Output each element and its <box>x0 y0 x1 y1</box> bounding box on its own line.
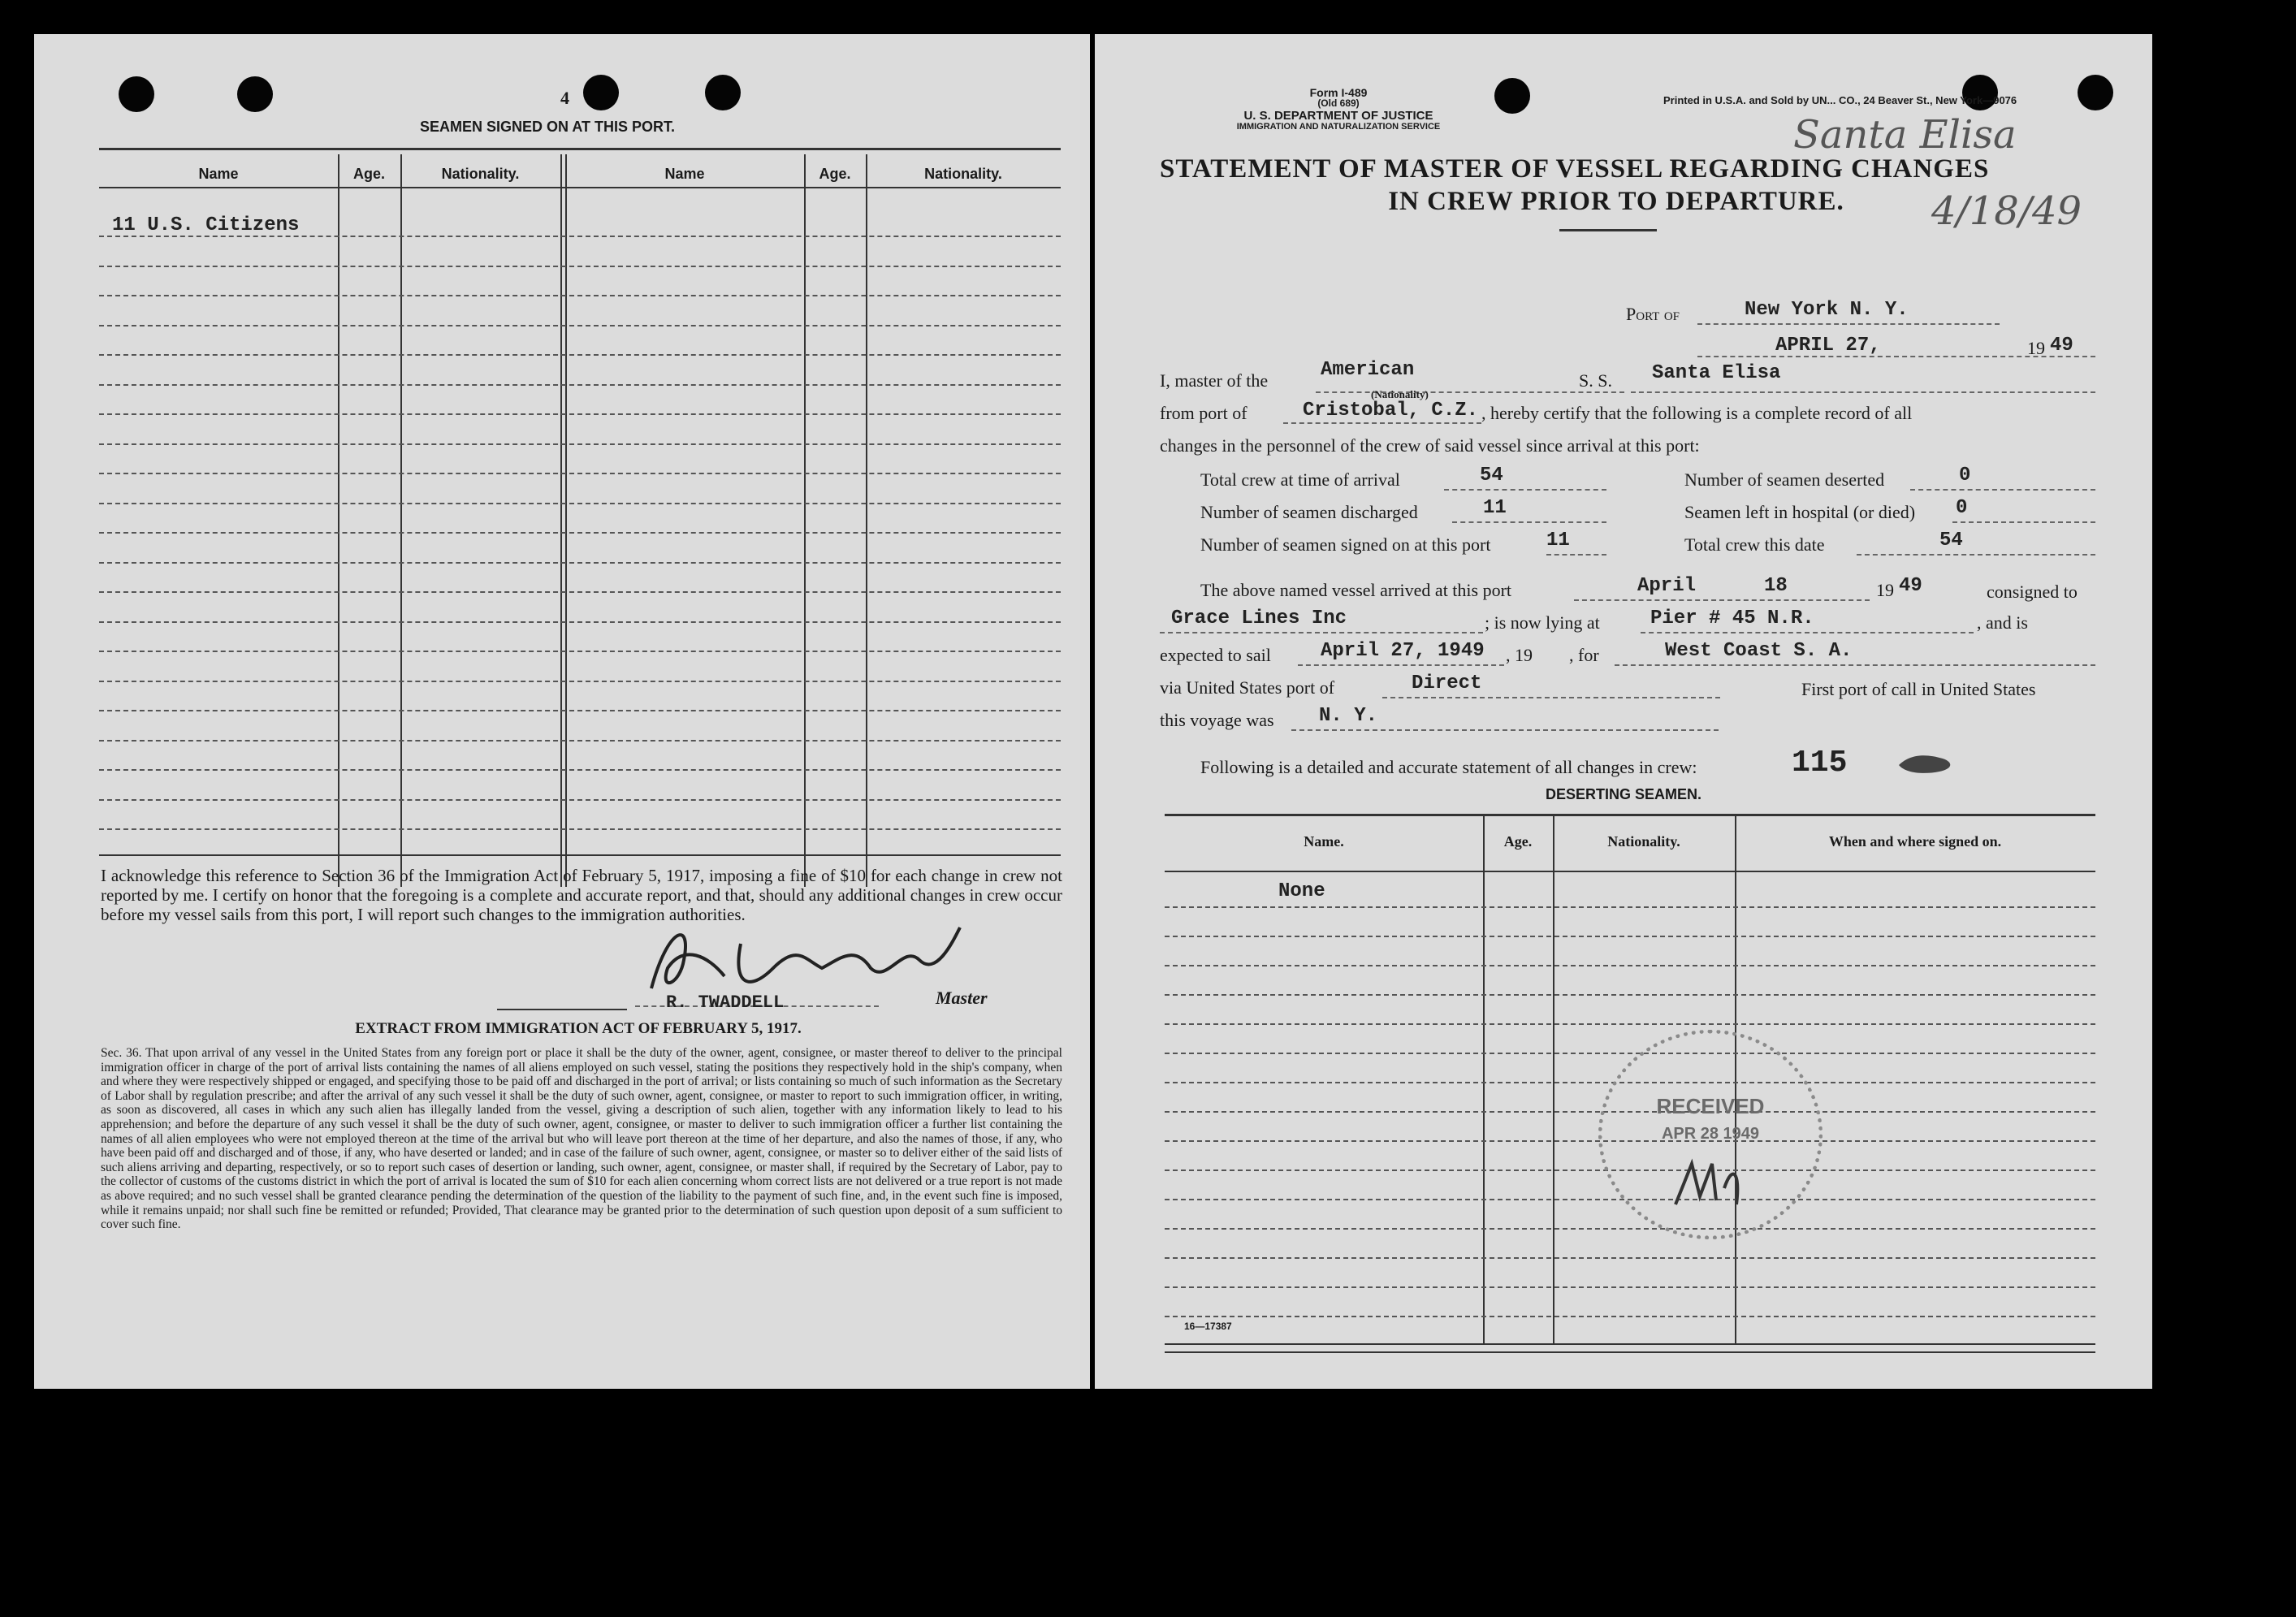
scribble-mark <box>1894 749 1959 778</box>
signed-on-label: Number of seamen signed on at this port <box>1200 534 1491 555</box>
footer-code: 16—17387 <box>1184 1321 1232 1332</box>
consignee-value: Grace Lines Inc <box>1171 607 1347 629</box>
punch-hole <box>119 76 154 112</box>
from-port-label: from port of <box>1160 403 1247 423</box>
from-port-line <box>1283 422 1481 424</box>
column-divider <box>338 154 339 887</box>
deserting-entry: None <box>1278 880 1325 902</box>
arrived-month: April <box>1637 575 1697 597</box>
first-port-label: First port of call in United States <box>1801 679 2036 699</box>
via-value: Direct <box>1412 672 1482 694</box>
ruled-row-line <box>99 769 1061 771</box>
total-crew-date-label: Total crew this date <box>1684 534 1825 555</box>
table-header-border <box>99 187 1061 188</box>
ruled-row-line <box>99 740 1061 741</box>
from-port-value: Cristobal, C.Z. <box>1303 400 1479 422</box>
nationality-line <box>1316 391 1624 393</box>
ruled-row-line <box>1165 1053 2095 1054</box>
stamp-initials <box>1667 1156 1749 1213</box>
deserting-table-top <box>1165 814 2095 816</box>
punch-hole <box>2078 75 2113 110</box>
total-crew-arrival-label: Total crew at time of arrival <box>1200 469 1400 490</box>
ruled-row-line <box>99 681 1061 682</box>
nationality-caption: (Nationality) <box>1371 388 1429 400</box>
punch-hole <box>583 75 619 110</box>
port-value: New York N. Y. <box>1745 299 1909 321</box>
ruled-row-line <box>99 562 1061 564</box>
arrived-year: 49 <box>1899 575 1922 597</box>
deserting-divider <box>1553 815 1554 1343</box>
vessel-name: Santa Elisa <box>1652 362 1781 384</box>
sail-year-label: , 19 <box>1506 645 1533 665</box>
department-name: U. S. DEPARTMENT OF JUSTICE <box>1243 109 1433 123</box>
sail-date-line <box>1298 664 1504 666</box>
ruled-row-line <box>99 236 1061 237</box>
stamp-date: APR 28 1949 <box>1661 1125 1760 1143</box>
ruled-row-line <box>99 621 1061 623</box>
arrived-day: 18 <box>1764 575 1788 597</box>
destination-value: West Coast S. A. <box>1665 640 1853 662</box>
deserting-col-name: Name. <box>1304 833 1344 850</box>
changes-text: changes in the personnel of the crew of said vessel since arrival at this port: <box>1160 435 1700 456</box>
for-label: , for <box>1569 645 1599 665</box>
discharged-line <box>1452 521 1606 523</box>
discharged-label: Number of seamen discharged <box>1200 502 1418 522</box>
ruled-row-line <box>1165 1023 2095 1025</box>
total-crew-arrival-line <box>1444 489 1606 491</box>
nationality-value: American <box>1321 359 1415 381</box>
year-value: 49 <box>2050 335 2073 357</box>
expected-label: expected to sail <box>1160 645 1271 665</box>
total-crew-date-line <box>1857 554 2095 556</box>
column-divider <box>565 154 567 887</box>
deserting-table-bottom <box>1165 1343 2095 1345</box>
form-title-line2: IN CREW PRIOR TO DEPARTURE. <box>1388 187 1844 216</box>
ruled-row-line <box>99 443 1061 445</box>
ruled-row-line <box>99 503 1061 504</box>
deserting-header-border <box>1165 871 2095 872</box>
consigned-label: consigned to <box>1987 582 2078 602</box>
deserted-label: Number of seamen deserted <box>1684 469 1885 490</box>
pier-value: Pier # 45 N.R. <box>1650 607 1814 629</box>
voyage-value: N. Y. <box>1319 705 1378 727</box>
following-label: Following is a detailed and accurate statement of all changes in crew: <box>1200 757 1697 777</box>
ruled-row-line <box>99 651 1061 652</box>
sail-date: April 27, 1949 <box>1321 640 1485 662</box>
discharged-value: 11 <box>1483 497 1507 519</box>
ruled-row-line <box>1165 1286 2095 1288</box>
hospital-value: 0 <box>1956 497 1968 519</box>
punch-hole <box>237 76 273 112</box>
ruled-row-line <box>1165 1228 2095 1230</box>
date-value: APRIL 27, <box>1775 335 1881 357</box>
vessel-line <box>1631 391 2095 393</box>
signature-line-left <box>497 1009 627 1010</box>
acknowledgement-text: I acknowledge this reference to Section 36 of the Immigration Act of February 5, 1917, imposing a fine of $10 for each change in crew not reported by me. I certify on honor that the foregoing is a complete and accurate report, and that, should any additional changes in crew occur before my vessel sails from this port, I will report such changes to the immigration authorities. <box>101 866 1062 924</box>
ruled-row-line <box>99 325 1061 326</box>
year-prefix: 19 <box>2027 338 2045 358</box>
deserting-divider <box>1483 815 1485 1343</box>
punch-hole <box>1494 78 1530 114</box>
ruled-row-line <box>99 295 1061 296</box>
ruled-row-line <box>1165 1316 2095 1317</box>
signature-typed-name: R. TWADDELL <box>666 992 785 1013</box>
signed-on-line <box>1546 554 1606 556</box>
footer-line <box>1165 1351 2095 1353</box>
signed-on-entry: 11 U.S. Citizens <box>112 214 300 236</box>
master-of-label: I, master of the <box>1160 370 1269 391</box>
voyage-label: this voyage was <box>1160 710 1274 730</box>
column-header-name-2: Name <box>664 166 705 182</box>
via-label: via United States port of <box>1160 677 1335 698</box>
ruled-row-line <box>1165 936 2095 937</box>
page-number: 4 <box>560 88 569 108</box>
ruled-row-line <box>99 799 1061 801</box>
ruled-row-line <box>99 354 1061 356</box>
arrived-year-prefix: 19 <box>1876 580 1894 600</box>
ruled-row-line <box>99 384 1061 386</box>
ruled-row-line <box>99 828 1061 830</box>
via-line <box>1382 697 1720 698</box>
certify-text: , hereby certify that the following is a complete record of all <box>1481 403 1913 423</box>
column-header-name: Name <box>198 166 239 182</box>
deserted-value: 0 <box>1959 465 1971 486</box>
and-is-label: , and is <box>1977 612 2028 633</box>
ruled-row-line <box>1165 1257 2095 1259</box>
ruled-row-line <box>1165 994 2095 996</box>
deserting-col-nationality: Nationality. <box>1607 833 1680 850</box>
table-bottom-border <box>99 854 1061 856</box>
service-name: IMMIGRATION AND NATURALIZATION SERVICE <box>1236 122 1441 132</box>
form-number: Form I-489 <box>1309 86 1368 99</box>
signed-on-value: 11 <box>1546 530 1570 551</box>
column-header-nationality: Nationality. <box>441 166 520 182</box>
column-divider <box>560 154 562 887</box>
punch-hole <box>705 75 741 110</box>
arrived-line <box>1574 599 1870 601</box>
left-page <box>34 34 1090 1389</box>
handwritten-date: 4/18/49 <box>1931 188 2082 234</box>
received-stamp <box>1598 1030 1823 1239</box>
ruled-row-line <box>99 266 1061 267</box>
hospital-line <box>1952 521 2095 523</box>
arrived-label: The above named vessel arrived at this port <box>1200 580 1512 600</box>
consignee-line <box>1160 632 1483 633</box>
title-underline <box>1559 229 1657 231</box>
extract-title: EXTRACT FROM IMMIGRATION ACT OF FEBRUARY 5, 1917. <box>355 1020 802 1037</box>
total-crew-arrival-value: 54 <box>1480 465 1503 486</box>
column-divider <box>866 154 867 887</box>
changes-count: 115 <box>1792 746 1848 780</box>
stamp-text: RECEIVED <box>1656 1094 1765 1118</box>
ruled-row-line <box>1165 965 2095 966</box>
form-title-line1: STATEMENT OF MASTER OF VESSEL REGARDING CHANGES <box>1160 154 1990 184</box>
deserting-title: DESERTING SEAMEN. <box>1545 786 1702 802</box>
pier-line <box>1641 632 1974 633</box>
master-label: Master <box>936 988 988 1008</box>
printer-note: Printed in U.S.A. and Sold by UN... CO., 24 Beaver St., New York—9076 <box>1663 94 2017 106</box>
destination-line <box>1615 664 2095 666</box>
port-label: Port of <box>1626 304 1680 324</box>
column-divider <box>804 154 806 887</box>
table-top-border <box>99 148 1061 150</box>
ruled-row-line <box>99 532 1061 534</box>
form-old-number: (Old 689) <box>1317 97 1360 109</box>
handwritten-ship-name: Santa Elisa <box>1793 112 2017 158</box>
deserted-line <box>1910 489 2095 491</box>
ss-label: S. S. <box>1579 370 1612 391</box>
deserting-col-when-where: When and where signed on. <box>1828 833 2002 850</box>
deserting-col-age: Age. <box>1503 833 1533 850</box>
total-crew-date-value: 54 <box>1939 530 1963 551</box>
ruled-row-line <box>99 591 1061 593</box>
hospital-label: Seamen left in hospital (or died) <box>1684 502 1916 522</box>
port-line <box>1697 323 2000 325</box>
extract-text: Sec. 36. That upon arrival of any vessel in the United States from any foreign port or place it shall be the duty of the owner, agent, consignee, or master thereof to deliver to the principal immigration officer in charge of the port of arrival lists containing the names of all aliens employed on such vessel, stating the positions they respectively hold in the ship's company, when and where they were respectively shipped or engaged, and specifying those to be paid off and discharged in the port of arrival; or lists containing so much of such information as the Secretary of Labor shall by regulation prescribe; and after the arrival of any such vessel it shall be the duty of such owner, agent, consignee, or master to report to such immigration officer, in writing, as soon as discovered, all cases in which any such alien has illegally landed from the vessel, giving a description of such alien, together with any information likely to lead to his apprehension; and before the departure of any such vessel it shall be the duty of such owner, agent, consignee, or master to deliver to such immigration officer a further list containing the names of all alien employees who were not employed thereon at the time of the arrival but who will leave port thereon at the time of her departure, and also the names of those, if any, who have been paid off and discharged and of those, if any, who have deserted or landed; and in case of the failure of such owner, agent, consignee, or master so to deliver either of the said lists of such aliens arriving and departing, respectively, or so to report such cases of desertion or landing, such owner, agent, consignee, or master shall, if required by the Secretary of Labor, pay to the collector of customs of the customs district in which the port of arrival is located the sum of $10 for each alien concerning whom correct lists are not delivered or a true report is not made as above required; and no such vessel shall be granted clearance pending the determination of the question of the liability to the payment of such fine, and, in the event such fine is imposed, while it remains unpaid; nor shall such fine be remitted or refunded; Provided, That clearance may be granted prior to the determination of such question upon deposit of a sum sufficient to cover such fine. <box>101 1046 1062 1232</box>
column-header-age-2: Age. <box>819 166 851 182</box>
column-header-nationality-2: Nationality. <box>924 166 1002 182</box>
ruled-row-line <box>1165 906 2095 908</box>
ruled-row-line <box>99 413 1061 415</box>
voyage-line <box>1291 729 1719 731</box>
ruled-row-line <box>99 473 1061 474</box>
seamen-signed-title: SEAMEN SIGNED ON AT THIS PORT. <box>419 119 676 135</box>
right-page <box>1095 34 2152 1389</box>
ruled-row-line <box>99 710 1061 711</box>
column-divider <box>400 154 402 887</box>
lying-label: ; is now lying at <box>1485 612 1600 633</box>
column-header-age: Age. <box>352 166 385 182</box>
